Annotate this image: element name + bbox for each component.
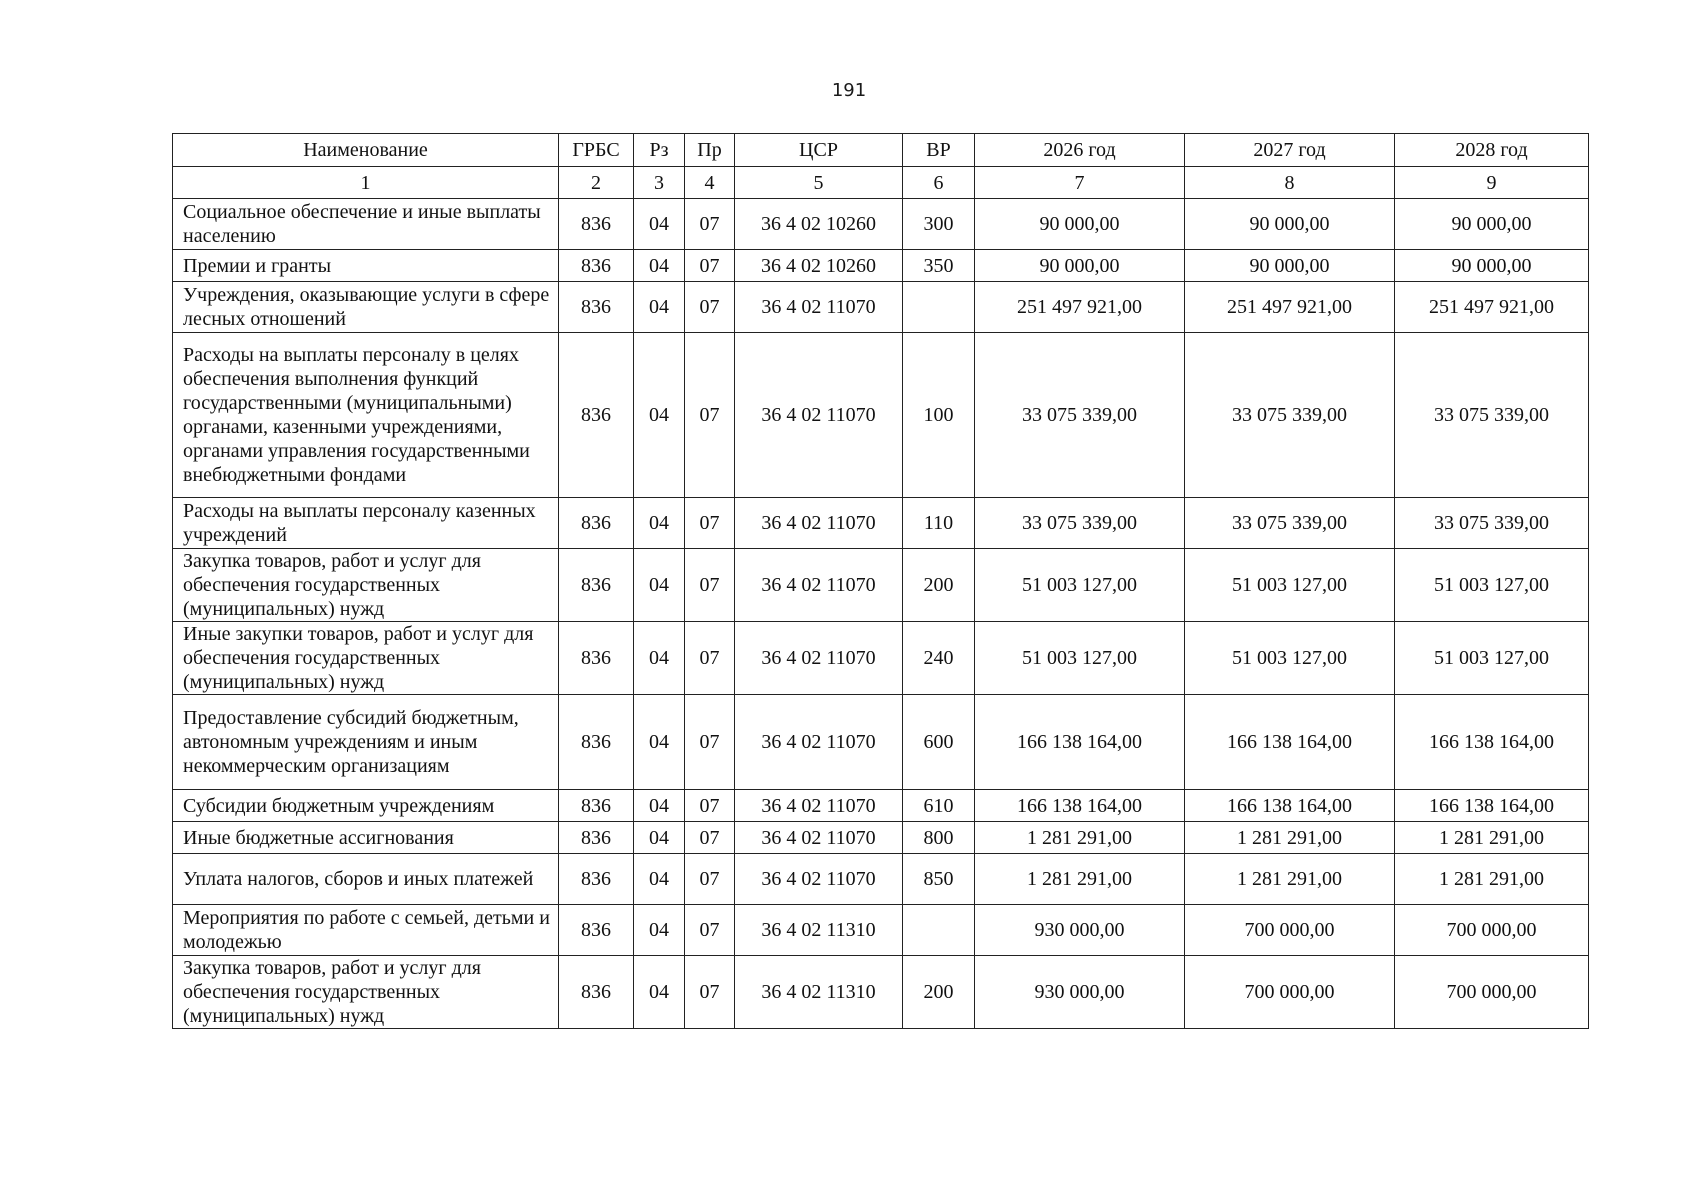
cell-vr: 800 — [903, 822, 975, 854]
table-header — [173, 134, 1589, 167]
table-row — [173, 854, 1589, 905]
cell-vr: 200 — [903, 956, 975, 1029]
cell-2026: 251 497 921,00 — [975, 282, 1185, 333]
table-row — [173, 199, 1589, 250]
cell-vr: 850 — [903, 854, 975, 905]
column-number: 4 — [685, 167, 735, 199]
cell-csr: 36 4 02 11310 — [735, 956, 903, 1029]
cell-2027: 1 281 291,00 — [1185, 854, 1395, 905]
cell-2028: 1 281 291,00 — [1395, 854, 1589, 905]
column-number: 7 — [975, 167, 1185, 199]
cell-2027: 1 281 291,00 — [1185, 822, 1395, 854]
cell-name: Учреждения, оказывающие услуги в сфере лесных отношений — [173, 282, 559, 333]
cell-2028: 33 075 339,00 — [1395, 498, 1589, 549]
cell-name: Предоставление субсидий бюджетным, автономным учреждениям и иным некоммерческим организациям — [173, 695, 559, 790]
cell-2028: 90 000,00 — [1395, 250, 1589, 282]
cell-2028: 51 003 127,00 — [1395, 622, 1589, 695]
cell-2028: 51 003 127,00 — [1395, 549, 1589, 622]
cell-csr: 36 4 02 11070 — [735, 622, 903, 695]
cell-pr: 07 — [685, 498, 735, 549]
column-header-2026: 2026 год — [975, 134, 1185, 167]
cell-2027: 700 000,00 — [1185, 905, 1395, 956]
budget-table — [172, 133, 1589, 1029]
cell-name: Расходы на выплаты персоналу в целях обеспечения выполнения функций государственными (муниципальными) органами, казенными учреждениями, органами управления государственными внебюджетными фондами — [173, 333, 559, 498]
cell-2028: 700 000,00 — [1395, 956, 1589, 1029]
cell-pr: 07 — [685, 622, 735, 695]
cell-name: Иные закупки товаров, работ и услуг для обеспечения государственных (муниципальных) нужд — [173, 622, 559, 695]
cell-vr: 200 — [903, 549, 975, 622]
cell-rz: 04 — [634, 956, 685, 1029]
cell-grbs: 836 — [559, 695, 634, 790]
cell-vr: 110 — [903, 498, 975, 549]
cell-csr: 36 4 02 11070 — [735, 822, 903, 854]
column-number: 6 — [903, 167, 975, 199]
cell-2026: 1 281 291,00 — [975, 854, 1185, 905]
cell-pr: 07 — [685, 695, 735, 790]
cell-2026: 166 138 164,00 — [975, 790, 1185, 822]
cell-csr: 36 4 02 11070 — [735, 695, 903, 790]
column-header-csr: ЦСР — [735, 134, 903, 167]
cell-2026: 166 138 164,00 — [975, 695, 1185, 790]
cell-pr: 07 — [685, 333, 735, 498]
cell-rz: 04 — [634, 854, 685, 905]
cell-vr: 350 — [903, 250, 975, 282]
column-header-name: Наименование — [173, 134, 559, 167]
cell-csr: 36 4 02 10260 — [735, 199, 903, 250]
cell-2028: 166 138 164,00 — [1395, 695, 1589, 790]
cell-name: Расходы на выплаты персоналу казенных учреждений — [173, 498, 559, 549]
cell-csr: 36 4 02 11070 — [735, 790, 903, 822]
cell-csr: 36 4 02 11070 — [735, 549, 903, 622]
column-header-grbs: ГРБС — [559, 134, 634, 167]
cell-vr — [903, 282, 975, 333]
cell-2027: 51 003 127,00 — [1185, 622, 1395, 695]
column-number: 8 — [1185, 167, 1395, 199]
cell-rz: 04 — [634, 622, 685, 695]
cell-pr: 07 — [685, 854, 735, 905]
cell-2027: 166 138 164,00 — [1185, 790, 1395, 822]
table-row — [173, 905, 1589, 956]
cell-csr: 36 4 02 11070 — [735, 854, 903, 905]
cell-2026: 90 000,00 — [975, 199, 1185, 250]
cell-pr: 07 — [685, 549, 735, 622]
cell-csr: 36 4 02 11070 — [735, 333, 903, 498]
cell-grbs: 836 — [559, 282, 634, 333]
cell-grbs: 836 — [559, 549, 634, 622]
cell-2028: 166 138 164,00 — [1395, 790, 1589, 822]
cell-grbs: 836 — [559, 854, 634, 905]
cell-rz: 04 — [634, 498, 685, 549]
cell-2028: 700 000,00 — [1395, 905, 1589, 956]
cell-2026: 90 000,00 — [975, 250, 1185, 282]
cell-pr: 07 — [685, 250, 735, 282]
cell-pr: 07 — [685, 822, 735, 854]
cell-name: Закупка товаров, работ и услуг для обеспечения государственных (муниципальных) нужд — [173, 956, 559, 1029]
cell-grbs: 836 — [559, 498, 634, 549]
cell-grbs: 836 — [559, 622, 634, 695]
cell-rz: 04 — [634, 199, 685, 250]
cell-vr: 240 — [903, 622, 975, 695]
cell-2027: 33 075 339,00 — [1185, 498, 1395, 549]
cell-2027: 700 000,00 — [1185, 956, 1395, 1029]
column-number: 3 — [634, 167, 685, 199]
column-number-row — [173, 167, 1589, 199]
table-row — [173, 282, 1589, 333]
cell-pr: 07 — [685, 956, 735, 1029]
table-row — [173, 250, 1589, 282]
column-header-2028: 2028 год — [1395, 134, 1589, 167]
page-number: 191 — [831, 80, 867, 101]
cell-vr — [903, 905, 975, 956]
cell-2026: 930 000,00 — [975, 956, 1185, 1029]
cell-2027: 33 075 339,00 — [1185, 333, 1395, 498]
cell-vr: 300 — [903, 199, 975, 250]
table-body — [173, 167, 1589, 1029]
cell-csr: 36 4 02 11310 — [735, 905, 903, 956]
column-number: 5 — [735, 167, 903, 199]
cell-vr: 100 — [903, 333, 975, 498]
cell-grbs: 836 — [559, 250, 634, 282]
column-header-vr: ВР — [903, 134, 975, 167]
column-number: 1 — [173, 167, 559, 199]
cell-vr: 610 — [903, 790, 975, 822]
cell-2026: 51 003 127,00 — [975, 622, 1185, 695]
cell-name: Социальное обеспечение и иные выплаты населению — [173, 199, 559, 250]
cell-name: Мероприятия по работе с семьей, детьми и молодежью — [173, 905, 559, 956]
cell-pr: 07 — [685, 905, 735, 956]
cell-name: Иные бюджетные ассигнования — [173, 822, 559, 854]
column-number: 9 — [1395, 167, 1589, 199]
cell-csr: 36 4 02 11070 — [735, 282, 903, 333]
table-row — [173, 695, 1589, 790]
column-number: 2 — [559, 167, 634, 199]
cell-2027: 51 003 127,00 — [1185, 549, 1395, 622]
cell-grbs: 836 — [559, 822, 634, 854]
cell-name: Уплата налогов, сборов и иных платежей — [173, 854, 559, 905]
cell-grbs: 836 — [559, 333, 634, 498]
cell-csr: 36 4 02 10260 — [735, 250, 903, 282]
cell-2026: 33 075 339,00 — [975, 333, 1185, 498]
cell-2026: 930 000,00 — [975, 905, 1185, 956]
cell-csr: 36 4 02 11070 — [735, 498, 903, 549]
cell-rz: 04 — [634, 250, 685, 282]
cell-2028: 33 075 339,00 — [1395, 333, 1589, 498]
cell-2026: 51 003 127,00 — [975, 549, 1185, 622]
cell-rz: 04 — [634, 905, 685, 956]
cell-name: Премии и гранты — [173, 250, 559, 282]
cell-rz: 04 — [634, 282, 685, 333]
cell-2026: 1 281 291,00 — [975, 822, 1185, 854]
table-row — [173, 622, 1589, 695]
cell-2027: 90 000,00 — [1185, 250, 1395, 282]
cell-pr: 07 — [685, 790, 735, 822]
cell-pr: 07 — [685, 199, 735, 250]
table-row — [173, 956, 1589, 1029]
cell-pr: 07 — [685, 282, 735, 333]
cell-rz: 04 — [634, 549, 685, 622]
cell-2028: 90 000,00 — [1395, 199, 1589, 250]
cell-rz: 04 — [634, 822, 685, 854]
cell-2028: 1 281 291,00 — [1395, 822, 1589, 854]
column-header-rz: Рз — [634, 134, 685, 167]
cell-vr: 600 — [903, 695, 975, 790]
cell-2028: 251 497 921,00 — [1395, 282, 1589, 333]
cell-grbs: 836 — [559, 790, 634, 822]
cell-rz: 04 — [634, 695, 685, 790]
cell-2027: 90 000,00 — [1185, 199, 1395, 250]
column-header-2027: 2027 год — [1185, 134, 1395, 167]
table-row — [173, 549, 1589, 622]
cell-rz: 04 — [634, 790, 685, 822]
cell-2026: 33 075 339,00 — [975, 498, 1185, 549]
cell-grbs: 836 — [559, 905, 634, 956]
cell-grbs: 836 — [559, 956, 634, 1029]
table-row — [173, 790, 1589, 822]
cell-name: Закупка товаров, работ и услуг для обеспечения государственных (муниципальных) нужд — [173, 549, 559, 622]
header-row — [173, 134, 1589, 167]
table-row — [173, 333, 1589, 498]
cell-2027: 166 138 164,00 — [1185, 695, 1395, 790]
cell-rz: 04 — [634, 333, 685, 498]
table-row — [173, 822, 1589, 854]
cell-name: Субсидии бюджетным учреждениям — [173, 790, 559, 822]
column-header-pr: Пр — [685, 134, 735, 167]
cell-2027: 251 497 921,00 — [1185, 282, 1395, 333]
cell-grbs: 836 — [559, 199, 634, 250]
table-row — [173, 498, 1589, 549]
